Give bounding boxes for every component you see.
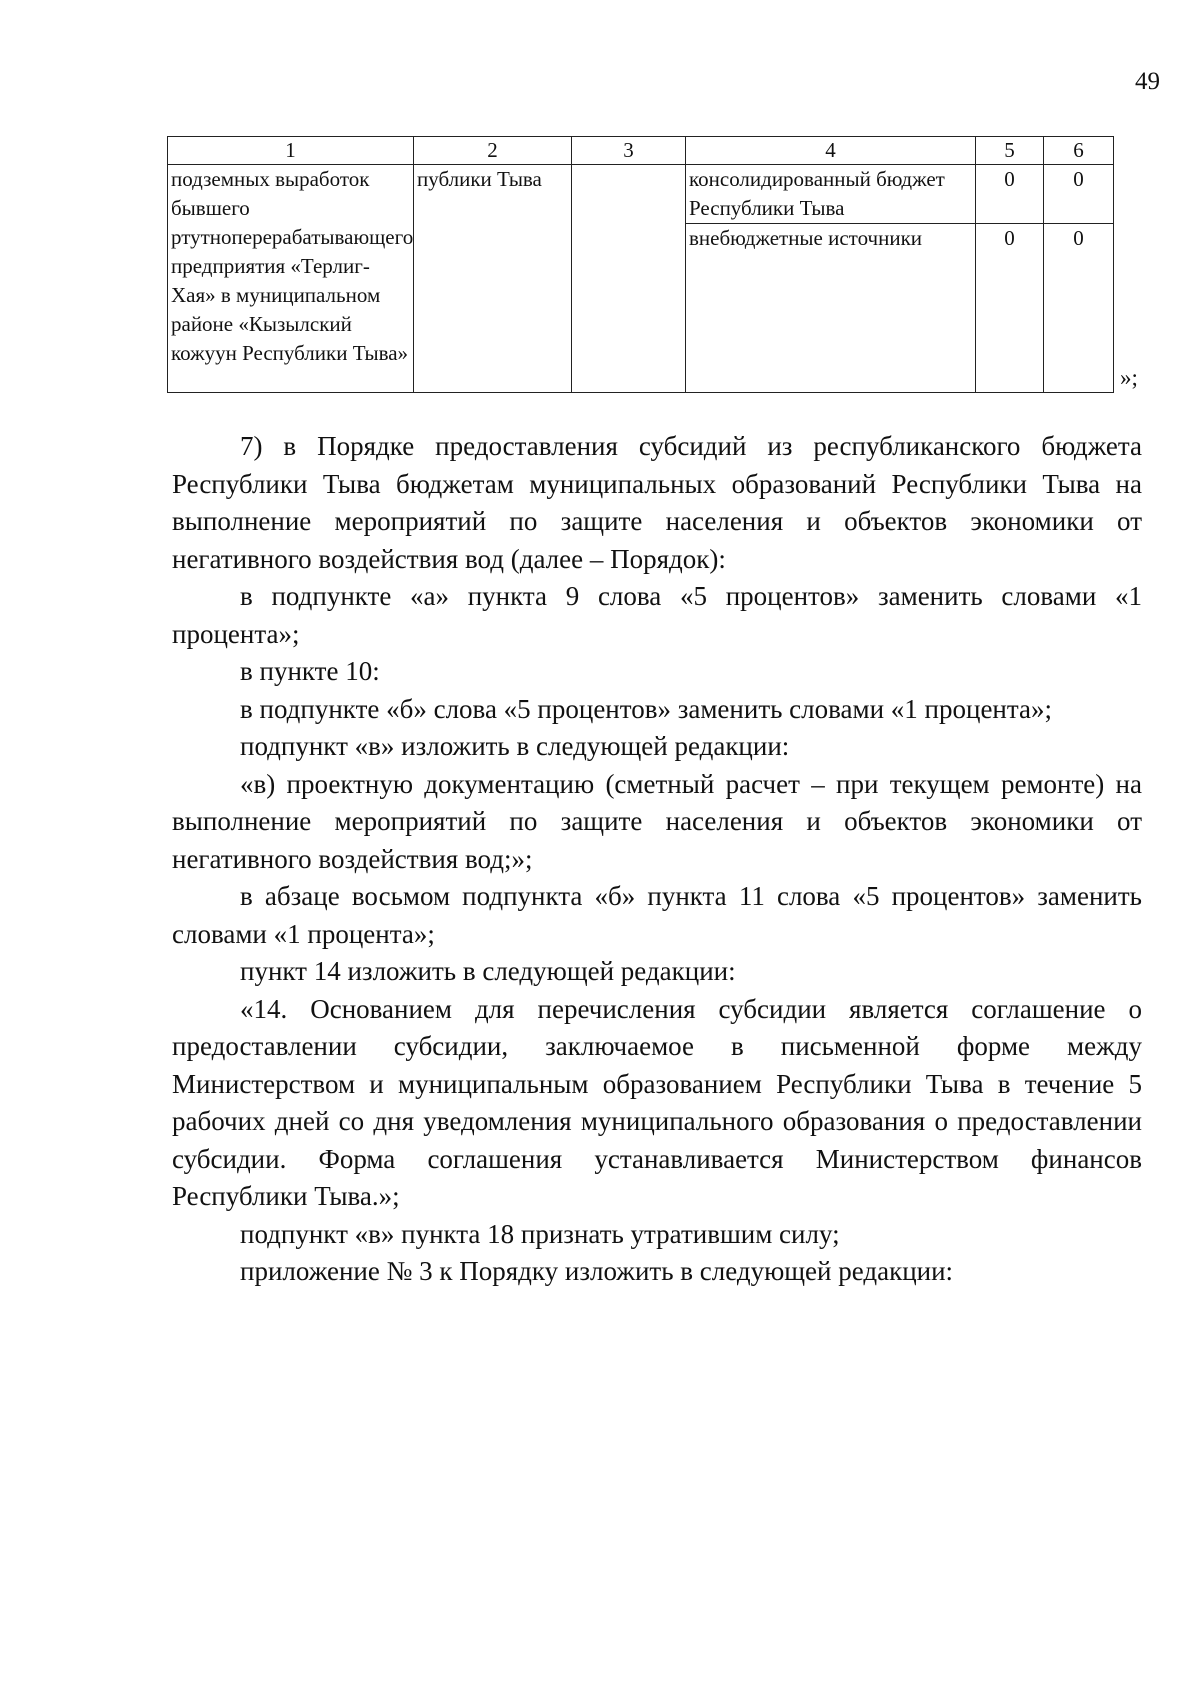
paragraph: «в) проектную документацию (сметный расчет – при текущем ремонте) на выполнение мероприятий по защите населения и объектов экономики от негативного воздействия вод;»;	[172, 768, 1142, 874]
value-cell: 0	[976, 224, 1044, 393]
paragraph: 7) в Порядке предоставления субсидий из республиканского бюджета Республики Тыва бюджетам муниципальных образований Республики Тыва на выполнение мероприятий по защите населения и объектов экономики от негативного воздействия вод (далее – Порядок):	[172, 431, 1142, 574]
paragraph: в пункте 10:	[240, 656, 380, 686]
value-cell: 0	[1044, 224, 1114, 393]
paragraph: в подпункте «б» слова «5 процентов» заменить словами «1 процента»;	[240, 693, 1052, 724]
table-row	[168, 165, 1114, 224]
table-closing-quote: »;	[1120, 365, 1138, 390]
object-name-cell: подземных выработок бывшего ртутноперерабатывающего предприятия «Терлиг-Хая» в муниципальном районе «Кызылский кожуун Республики Тыва»	[168, 165, 414, 393]
paragraph: пункт 14 изложить в следующей редакции:	[240, 956, 736, 986]
page-number: 49	[1135, 68, 1160, 95]
header-cell: 4	[686, 137, 976, 165]
funding-source-cell: консолидированный бюджет Республики Тыва	[686, 165, 976, 224]
paragraph: в подпункте «а» пункта 9 слова «5 процентов» заменить словами «1 процента»;	[172, 581, 1142, 649]
paragraph: приложение № 3 к Порядку изложить в следующей редакции:	[240, 1256, 954, 1286]
value-cell: 0	[976, 165, 1044, 224]
empty-cell	[572, 165, 686, 393]
paragraph: «14. Основанием для перечисления субсидии является соглашение о предоставлении субсидии, заключаемое в письменной форме между Министерством и муниципальным образованием Республики Тыва в течение 5 рабочих дней со дня уведомления муниципального образования о предоставлении субсидии. Форма соглашения устанавливается Министерством финансов Республики Тыва.»;	[172, 993, 1142, 1211]
paragraph: подпункт «в» изложить в следующей редакции:	[240, 731, 790, 761]
header-cell: 6	[1044, 137, 1114, 165]
document-body	[172, 428, 1142, 1291]
value-cell: 0	[1044, 165, 1114, 224]
header-cell: 2	[414, 137, 572, 165]
header-cell: 1	[168, 137, 414, 165]
recipient-cell: публики Тыва	[414, 165, 572, 393]
header-cell: 3	[572, 137, 686, 165]
paragraph: подпункт «в» пункта 18 признать утратившим силу;	[240, 1218, 840, 1249]
header-cell: 5	[976, 137, 1044, 165]
continuation-table	[167, 136, 1114, 393]
table-header-row	[168, 137, 1114, 165]
funding-source-cell: внебюджетные источники	[686, 224, 976, 393]
paragraph: в абзаце восьмом подпункта «б» пункта 11 слова «5 процентов» заменить словами «1 процента»;	[172, 881, 1142, 949]
